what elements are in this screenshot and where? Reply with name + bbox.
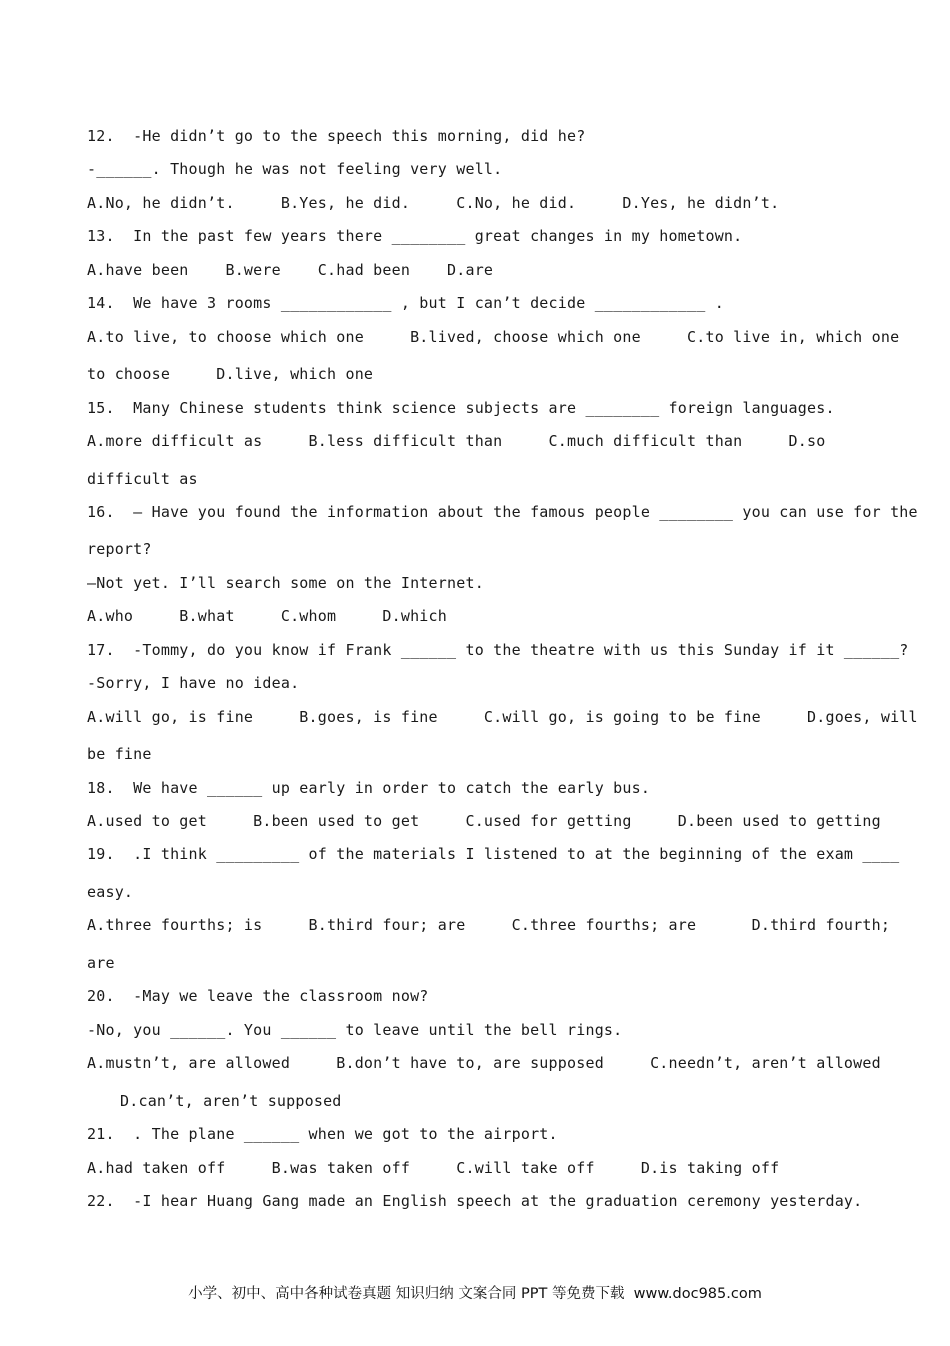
q13-question: 13. In the past few years there ________ great changes in my hometown. [87, 227, 743, 245]
q19-question-cont: easy. [87, 883, 134, 901]
q20-answer-line: -No, you ______. You ______ to leave until the bell rings. [87, 1021, 623, 1039]
q17-answer-line: -Sorry, I have no idea. [87, 674, 300, 692]
q20-question: 20. -May we leave the classroom now? [87, 987, 429, 1005]
q15-options: A.more difficult as B.less difficult than C.much difficult than D.so [87, 432, 826, 450]
q21-question: 21. . The plane ______ when we got to the airport. [87, 1125, 558, 1143]
q18-question: 18. We have ______ up early in order to catch the early bus. [87, 779, 651, 797]
q20-options-cont: D.can’t, aren’t supposed [120, 1092, 342, 1110]
footer-text: 小学、初中、高中各种试卷真题 知识归纳 文案合同 PPT 等免费下载 www.doc985.com [188, 1286, 762, 1302]
q19-question: 19. .I think _________ of the materials I listened to at the beginning of the exam ____ [87, 845, 900, 863]
q21-options: A.had taken off B.was taken off C.will take off D.is taking off [87, 1159, 780, 1177]
q16-options: A.who B.what C.whom D.which [87, 607, 447, 625]
q12-answer-line: -______. Though he was not feeling very well. [87, 160, 503, 178]
q16-question: 16. — Have you found the information about the famous people ________ you can use for the [87, 503, 918, 521]
q17-options-cont: be fine [87, 745, 152, 763]
q17-options: A.will go, is fine B.goes, is fine C.will go, is going to be fine D.goes, will [87, 708, 918, 726]
q12-question: 12. -He didn’t go to the speech this morning, did he? [87, 127, 586, 145]
q18-options: A.used to get B.been used to get C.used for getting D.been used to getting [87, 812, 881, 830]
q19-options: A.three fourths; is B.third four; are C.three fourths; are D.third fourth; [87, 916, 891, 934]
q15-question: 15. Many Chinese students think science subjects are ________ foreign languages. [87, 399, 835, 417]
q16-answer-line: —Not yet. I’ll search some on the Internet. [87, 574, 484, 592]
q16-question-cont: report? [87, 540, 152, 558]
q17-question: 17. -Tommy, do you know if Frank ______ to the theatre with us this Sunday if it ______? [87, 641, 909, 659]
q15-options-cont: difficult as [87, 470, 198, 488]
q14-question: 14. We have 3 rooms ____________ , but I can’t decide ____________ . [87, 294, 724, 312]
q13-options: A.have been B.were C.had been D.are [87, 261, 494, 279]
q22-question: 22. -I hear Huang Gang made an English speech at the graduation ceremony yesterday. [87, 1192, 863, 1210]
q12-options: A.No, he didn’t. B.Yes, he did. C.No, he did. D.Yes, he didn’t. [87, 194, 780, 212]
q19-options-cont: are [87, 954, 115, 972]
q14-options: A.to live, to choose which one B.lived, choose which one C.to live in, which one [87, 328, 900, 346]
q14-options-cont: to choose D.live, which one [87, 365, 374, 383]
q20-options: A.mustn’t, are allowed B.don’t have to, are supposed C.needn’t, aren’t allowed [87, 1054, 881, 1072]
